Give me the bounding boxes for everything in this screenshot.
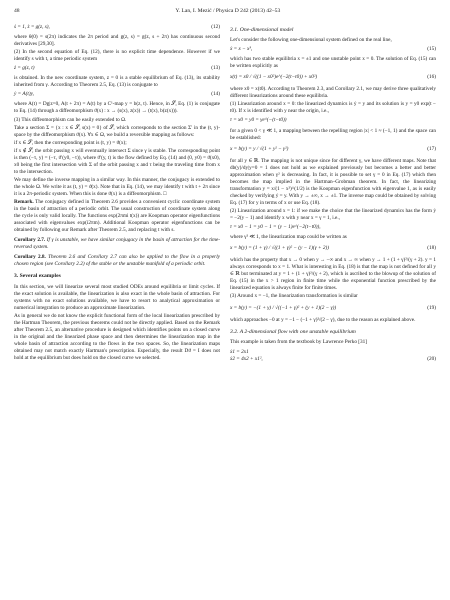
paragraph: (1) Linearization around x = 0: the linearized dynamics is ẏ = y and its solution is y = y0 exp(t − t0). If x is identified with y near the origin, i.e.,	[230, 101, 436, 115]
remark-label: Remark.	[14, 199, 34, 206]
equation-13: ż = g(z, t) (13)	[14, 65, 220, 72]
paragraph: is obtained. In the new coordinate system, z = 0 is a stable equilibrium of Eq. (13), its stability inherited from γ. According to Theorem 2.5, Eq. (13) is conjugate to	[14, 75, 220, 89]
journal-citation: Y. Lan, I. Mezić / Physica D 242 (2013) 42–53	[175, 8, 281, 14]
paragraph: We may define the inverse mapping in a similar way. In this manner, the conjugacy is extended to the whole Ω. We write it as (t, y) = ϑ(x). Note that in Eq. (14), we may identify t with t + 2π since it is a 2π-periodic system. When this is done ϑ(x) is a diffeomorphism. □	[14, 176, 220, 197]
paragraph: (2) In the second equation of Eq. (12), there is no explicit time dependence. However if we identify s with t, a time periodic system	[14, 49, 220, 63]
paragraph: for a given 0 < γ ≪ 1, a mapping between the repelling region |x| < 1 ≈ (−1, 1) and the space can be established:	[230, 127, 436, 141]
paragraph: (3) This diffeomorphism can be easily extended to Ω.	[14, 116, 127, 123]
right-column	[230, 22, 436, 366]
paragraph: where θ(0) = s(2π) indicates the 2π period and g(z, s) = g(z, s + 2π) has continuous second derivatives [29,30].	[14, 34, 220, 48]
running-header	[14, 8, 436, 18]
corollary-label: Corollary 2.7.	[14, 237, 46, 244]
paragraph: As in general we do not know the explicit functional form of the local linearization prescribed by the Hartman Theorem, the previous theorems could not be directly applied. Based on the Remark after Theorem 2.5, an alternative procedure is designed which identifies points on a closed curve in the original and the linearized phase space and then determines the linearization map in the whole basin of attraction according to the flows in the two spaces. So, the linearization maps obtained may not match exactly Hartman's prescription. Especially, the result Dϑ = I does not hold at the equilibrium but does hold on the closed curve we selected.	[14, 312, 220, 361]
paragraph: where γ² ≪ 1, the linearization map could be written as	[230, 234, 347, 241]
equation-20: ẋ1 = 2x1 ẋ2 = 4x2 + x1², (20)	[230, 348, 436, 362]
equation-16: x(t) = x0 / √((1 − x0²)e^(−2(t−t0)) + x0²) (16)	[230, 74, 436, 81]
corollary-label: Corollary 2.8.	[14, 254, 46, 261]
corollary-2-8: Corollary 2.8. Theorem 2.6 and Corollary 2.7 can also be applied to the flow in a properly chosen region (see Corollary 2.2) of the stable or the unstable manifold of a periodic orbit.	[14, 254, 221, 268]
equation-17: x = b(y) = y / √(1 + y² − γ²) (17)	[230, 145, 436, 152]
equation-14: ẏ = A(t)y, (14)	[14, 91, 220, 98]
equation-15: ẋ = x − x³, (15)	[230, 46, 436, 53]
page-number: 48	[14, 8, 20, 14]
paragraph: Take a section Σ = {x : x ∈ 𝒮, s(x) = 0} of 𝒮, which corresponds to the section Σ′ in the (t, y)-space by the diffeomorphism ϑ(x). ∀x ∈ Ω, we build a reversible mapping as follows:	[14, 124, 220, 138]
subsection-heading: 3.1. One-dimensional model	[230, 27, 294, 33]
paragraph: Let's consider the following one-dimensional system defined on the real line,	[230, 37, 392, 44]
remark: Remark. The conjugacy defined in Theorem 2.6 provides a convenient cyclic coordinate system in the basin of attraction of a periodic orbit. The usual construction of coordinate system along the cycle is only valid locally. The functions exp(2πmi t(x)) are Koopman operator eigenfunctions associated with eigenvalues exp(i2πm). Additional Koopman operator eigenfunctions can be obtained by following our Remark after Theorem 2.5, and replacing t with s.	[14, 199, 220, 234]
paragraph: if x ∉ 𝒮, the orbit passing x will eventually intersect Σ since γ is stable. The corresponding point is then (−τ, y) = (−τ, ϑ′(y0, −τ)), where ϑ′(y, t) is the flow defined by Eq. (14) and (0, y0) = ϑ(x0), x0 being the first intersection with Σ of the orbit passing x and τ being the traveling time from x to the intersection.	[14, 147, 220, 175]
paragraph: This example is taken from the textbook by Lawrence Perko [31]	[230, 338, 368, 345]
subsection-heading: 3.2. A 2-dimensional flow with one unstable equilibrium	[230, 328, 356, 335]
paragraph: if x ∈ 𝒮, then the corresponding point is (t, y) = ϑ(x);	[14, 139, 127, 146]
paragraph: where x0 = x(t0). According to Theorem 2.3, and Corollary 2.1, we may derive three qualitatively different linearizations around these equilibria.	[230, 86, 436, 100]
equation-near-one: τ = x0 − 1 = y0 − 1 = (y − 1)e^(−2(t−t0)),	[230, 224, 321, 231]
section-heading: 3. Several examples	[14, 273, 61, 280]
equation-19: x = b(y) = −(1 + γ) / √((−1 + γ)² + (y + 1)(2 − γ)) (19)	[230, 304, 436, 311]
equation-near-origin: τ = x0 = y0 = γe^(−(t−t0))	[230, 117, 287, 124]
left-column	[14, 22, 220, 363]
equation-12: ṡ = 1, ż = g(z, s), (12)	[14, 24, 220, 30]
corollary-2-7: Corollary 2.7. If γ is unstable, we have similar conjugacy in the basin of attraction for the time-reversed system.	[14, 237, 220, 251]
paragraph: where A(t) = Dg|z=0, A(t + 2π) = A(t) by a C¹-map y = b(z, t). Hence, in 𝒮, Eq. (1) is conjugate to Eq. (14) through a diffeomorphism ϑ(x) : x → (s(x), z(x)) → (t(x), b(z(x))).	[14, 101, 220, 115]
equation-18: x = b(y) = (1 + γ) / √((1 + γ)² − (y − 1)(γ + 2)) (18)	[230, 245, 436, 252]
paragraph: which has the property that x → 0 when y → −∞ and x → ∞ when y → 1 + (1 + γ)²/(γ + 2). y = 1 always corresponds to x = 1. What is interesting in Eq. (18) is that the map is not defined for all y ∈ ℝ but terminated at y = 1 + (1 + γ)²/(γ + 2), which is ascribed to the blowup of the solution of Eq. (15) in the x > 1 region in finite time while the exponential function prescribed by the linearized equation is always finite for finite times.	[230, 257, 436, 292]
paragraph: In this section, we will linearize several most studied ODEs around equilibria or limit cycles. If the exact solution is available, the linearization is also exact in the whole basin of attraction. For systems with no exact solutions available, we have to resort to analytical approximation or numerical integration to produce an approximate linearization.	[14, 283, 220, 311]
paragraph: which has two stable equilibria x = ±1 and one unstable point x = 0. The solution of Eq. (15) can be written explicitly as	[230, 56, 436, 70]
paragraph: (2) Linearization around x = 1: if we make the choice that the linearized dynamics has the form ẏ = −2(y − 1) and identify x with y near x = γ = 1, i.e.,	[230, 207, 436, 222]
paragraph: for all y ∈ ℝ. The mapping is not unique since for different γ, we have different maps. Note that db(y)/dy|y=0 = 1 does not hold as we explained previously but becomes a better and better approximation when γ² is decreasing. In fact, it is possible to set γ = 0 in Eq. (17) which then becomes the map implied in the Hartman–Grobman theorem. In fact, the linearizing transformation y = x/(1 − x²)^(1/2) is the Koopman eigenfunction with eigenvalue 1, as is easily checked by verifying ẏ = y. With y → ±∞, x → ±1. The inverse map could be obtained by solving Eq. (17) for y in terms of x or use Eq. (18).	[230, 157, 436, 206]
paragraph: which approaches −0 at y = −1 − (−1 + γ)²/(2 − γ), due to the reason as explained above.	[230, 316, 416, 323]
paragraph: (3) Around x = −1, the linearization transformation is similar	[230, 293, 358, 300]
